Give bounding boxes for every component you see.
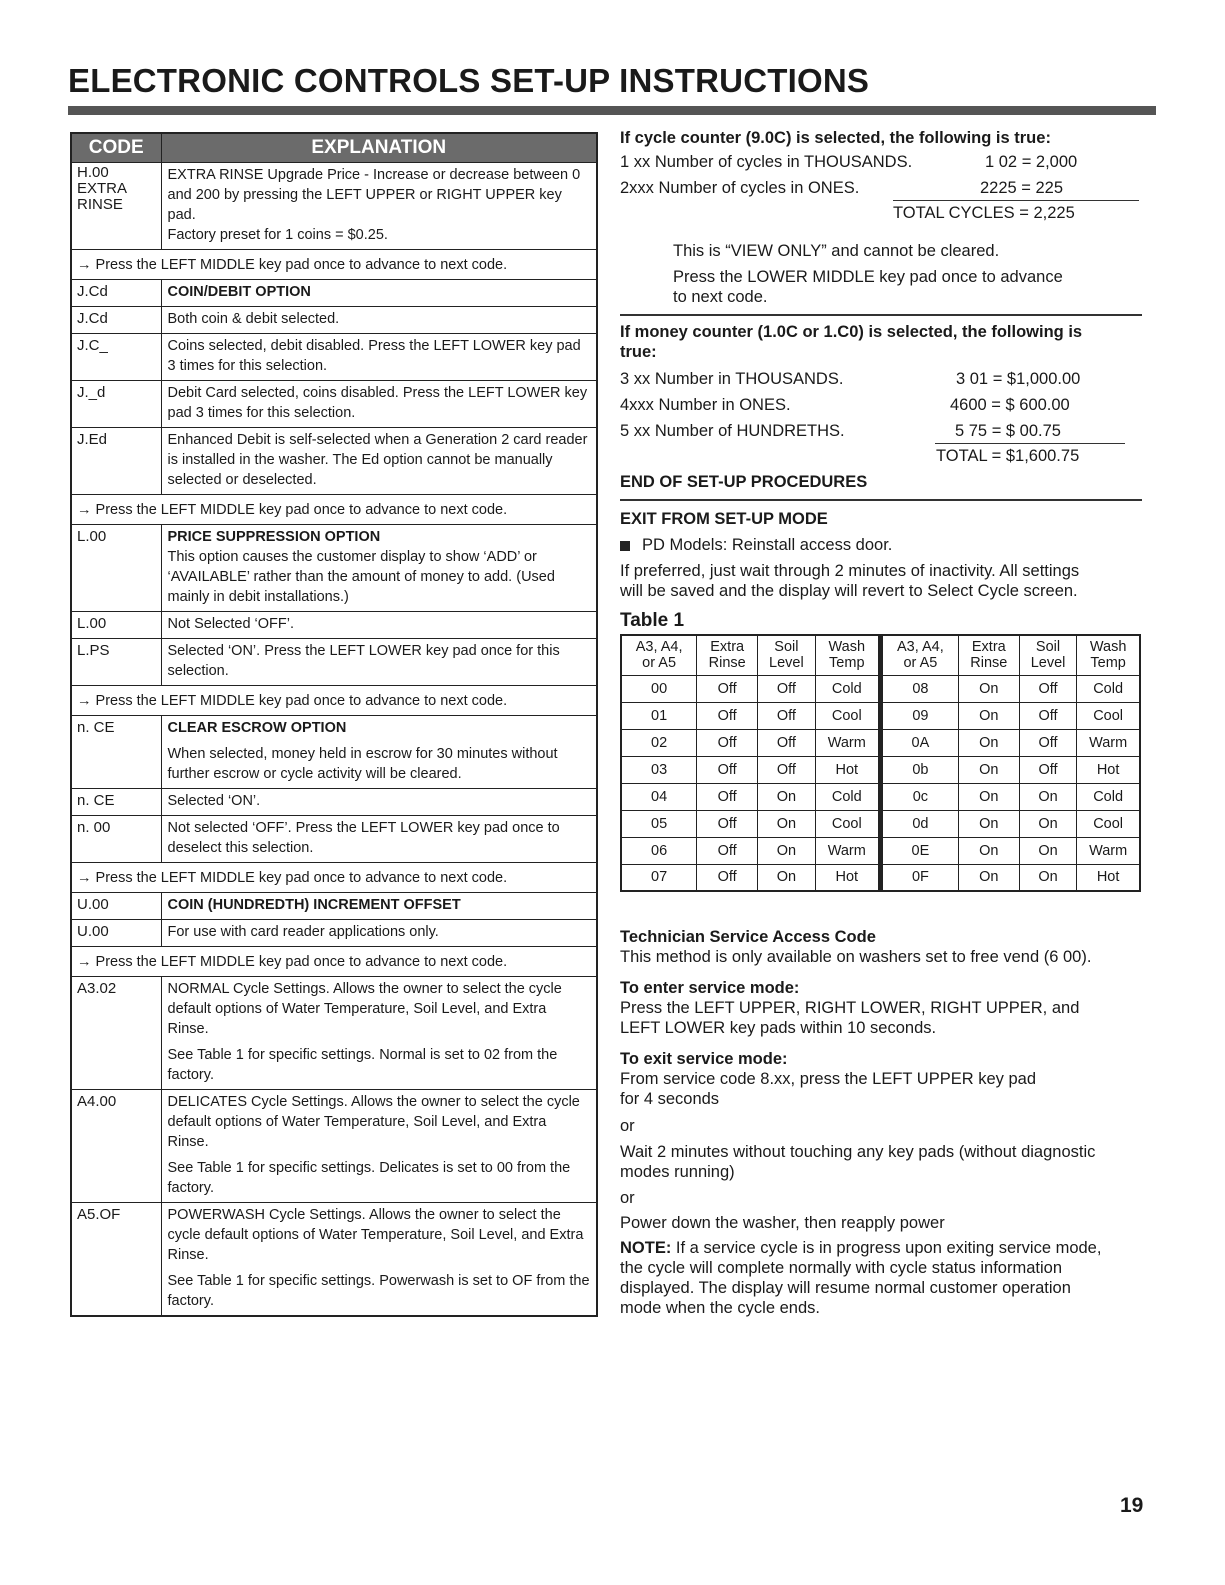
advance-instruction: → Press the LEFT MIDDLE key pad once to advance to next code.	[71, 495, 597, 525]
settings-cell: 0d	[880, 810, 958, 837]
code-cell: n. CE	[71, 716, 161, 789]
settings-cell: Hot	[815, 864, 880, 891]
settings-cell: 09	[880, 702, 958, 729]
settings-cell: Off	[758, 675, 815, 702]
settings-cell: On	[758, 864, 815, 891]
code-cell: J.Ed	[71, 428, 161, 495]
header-line: Level	[769, 655, 804, 672]
text-line: deselect this selection.	[167, 840, 314, 856]
table-row	[621, 756, 1140, 783]
code-line: RINSE	[77, 196, 123, 213]
settings-cell: Cool	[815, 810, 880, 837]
settings-cell: Off	[697, 729, 758, 756]
explanation-cell	[161, 428, 597, 495]
text-line: Factory preset for 1 coins = $0.25.	[167, 227, 388, 243]
money-row-label: 4xxx Number in ONES.	[620, 396, 791, 414]
settings-cell: Warm	[815, 837, 880, 864]
settings-cell: Warm	[1077, 837, 1140, 864]
code-cell: J.Cd	[71, 280, 161, 307]
settings-cell: On	[758, 810, 815, 837]
enter-service-line: LEFT LOWER key pads within 10 seconds.	[620, 1019, 937, 1037]
section-divider	[620, 499, 1142, 501]
note-text: If a service cycle is in progress upon exiting service mode,	[671, 1239, 1102, 1257]
settings-cell: Cold	[815, 783, 880, 810]
advance-instruction: → Press the LEFT MIDDLE key pad once to advance to next code.	[71, 250, 597, 280]
explanation-cell	[161, 716, 597, 789]
code-header: CODE	[71, 133, 161, 163]
money-row-value: 5 75 = $ 00.75	[955, 422, 1061, 440]
note-line: the cycle will complete normally with cycle status information	[620, 1259, 1062, 1277]
settings-table-header	[621, 635, 1140, 675]
settings-cell: 06	[621, 837, 697, 864]
text-line: selected or deselected.	[167, 472, 317, 488]
text-line: mainly in debit installations.)	[167, 589, 349, 605]
settings-cell: Warm	[1077, 729, 1140, 756]
advance-row	[71, 250, 597, 280]
code-cell: A5.OF	[71, 1203, 161, 1317]
settings-cell: Cool	[815, 702, 880, 729]
header-line: Rinse	[708, 655, 746, 672]
section-divider	[620, 314, 1142, 316]
settings-cell: Hot	[1077, 756, 1140, 783]
settings-cell: Hot	[1077, 864, 1140, 891]
note-line	[620, 1238, 1101, 1259]
settings-cell: 0c	[880, 783, 958, 810]
cycle-total: TOTAL CYCLES = 2,225	[893, 204, 1075, 222]
table-row	[71, 920, 597, 947]
text-line: selection.	[167, 663, 229, 679]
code-cell: J.C_	[71, 334, 161, 381]
code-line: H.00	[77, 164, 109, 181]
settings-header-cell	[880, 635, 958, 675]
settings-cell: Off	[758, 729, 815, 756]
table-row	[71, 163, 597, 250]
or-text: or	[620, 1189, 635, 1207]
section-title: COIN (HUNDREDTH) INCREMENT OFFSET	[161, 893, 597, 920]
exit-bullet	[620, 535, 892, 556]
section-title: PRICE SUPPRESSION OPTION	[167, 529, 381, 545]
explanation-cell: Selected ‘ON’.	[161, 789, 597, 816]
settings-cell: 03	[621, 756, 697, 783]
text-line: ‘AVAILABLE’ rather than the amount of money to add. (Used	[167, 569, 555, 585]
page-number: 19	[1120, 1494, 1144, 1517]
code-table	[70, 132, 598, 1317]
header-line: Rinse	[970, 655, 1008, 672]
text-line: Coins selected, debit disabled. Press the LEFT LOWER key pad	[167, 338, 581, 354]
text-line: 3 times for this selection.	[167, 358, 328, 374]
code-cell: L.PS	[71, 639, 161, 686]
end-setup-heading: END OF SET-UP PROCEDURES	[620, 473, 868, 491]
settings-cell: 02	[621, 729, 697, 756]
settings-header-cell	[1019, 635, 1076, 675]
table-row	[71, 716, 597, 789]
table-row	[71, 381, 597, 428]
settings-cell: Off	[697, 702, 758, 729]
settings-cell: Off	[697, 864, 758, 891]
table-row	[621, 837, 1140, 864]
advance-row	[71, 686, 597, 716]
code-cell: L.00	[71, 525, 161, 612]
text-line: factory.	[167, 1180, 214, 1196]
explanation-cell	[161, 639, 597, 686]
code-table-header	[71, 133, 597, 163]
text-line: factory.	[167, 1067, 214, 1083]
money-row-label: 3 xx Number in THOUSANDS.	[620, 370, 844, 388]
settings-cell: 0A	[880, 729, 958, 756]
table-row	[71, 816, 597, 863]
explanation-cell: For use with card reader applications only.	[161, 920, 597, 947]
code-cell: A3.02	[71, 977, 161, 1090]
cycle-row-value: 2225 = 225	[980, 179, 1064, 197]
exit-service-heading: To exit service mode:	[620, 1050, 788, 1068]
section-title: CLEAR ESCROW OPTION	[167, 720, 347, 736]
code-cell: A4.00	[71, 1090, 161, 1203]
header-line: Wash	[1089, 639, 1127, 656]
settings-cell: On	[958, 810, 1019, 837]
text-line: See Table 1 for specific settings. Delicates is set to 00 from the	[167, 1160, 571, 1176]
header-line: Temp	[1090, 655, 1126, 672]
table-row	[71, 428, 597, 495]
header-line: Temp	[829, 655, 865, 672]
page-title: ELECTRONIC CONTROLS SET-UP INSTRUCTIONS	[68, 62, 870, 99]
text-line: Selected ‘ON’. Press the LEFT LOWER key pad once for this	[167, 643, 560, 659]
code-cell	[71, 163, 161, 250]
text-line: cycle default options of Water Temperature, Soil Level, and Extra	[167, 1227, 584, 1243]
settings-cell: On	[958, 675, 1019, 702]
sum-rule	[893, 200, 1139, 201]
text-line: factory.	[167, 1293, 214, 1309]
settings-cell: 01	[621, 702, 697, 729]
settings-header-cell	[815, 635, 880, 675]
bullet-text: PD Models: Reinstall access door.	[642, 536, 893, 554]
text-line: See Table 1 for specific settings. Normal is set to 02 from the	[167, 1047, 558, 1063]
header-line: Soil	[774, 639, 799, 656]
settings-cell: Cold	[1077, 675, 1140, 702]
settings-cell: 07	[621, 864, 697, 891]
table-row	[621, 729, 1140, 756]
bullet-icon	[620, 541, 630, 551]
text-line: default options of Water Temperature, Soil Level, and Extra Rinse.	[167, 1114, 547, 1150]
table-row	[71, 280, 597, 307]
code-line: EXTRA	[77, 180, 128, 197]
text-line: NORMAL Cycle Settings. Allows the owner to select the cycle	[167, 981, 562, 997]
money-row-value: 4600 = $ 600.00	[950, 396, 1070, 414]
explanation-cell	[161, 525, 597, 612]
settings-cell: On	[758, 837, 815, 864]
settings-cell: On	[1019, 810, 1076, 837]
settings-cell: Hot	[815, 756, 880, 783]
settings-header-cell	[758, 635, 815, 675]
cycle-row-label: 1 xx Number of cycles in THOUSANDS.	[620, 153, 913, 171]
settings-cell: Cool	[1077, 702, 1140, 729]
text-line: is installed in the washer. The Ed option cannot be manually	[167, 452, 553, 468]
text-line: DELICATES Cycle Settings. Allows the owner to select the cycle	[167, 1094, 580, 1110]
settings-cell: On	[958, 837, 1019, 864]
text-line: Enhanced Debit is self-selected when a Generation 2 card reader	[167, 432, 588, 448]
press-instruction-line: Press the LOWER MIDDLE key pad once to advance	[673, 268, 1063, 286]
wait-line: Wait 2 minutes without touching any key pads (without diagnostic	[620, 1143, 1096, 1161]
explanation-cell	[161, 163, 597, 250]
header-line: A3, A4,	[635, 639, 683, 656]
cycle-row-value: 1 02 = 2,000	[985, 153, 1078, 171]
settings-cell: Off	[1019, 756, 1076, 783]
settings-header-cell	[1077, 635, 1140, 675]
explanation-cell: Both coin & debit selected.	[161, 307, 597, 334]
text-line: When selected, money held in escrow for 30 minutes without	[167, 746, 558, 762]
table-row	[71, 1090, 597, 1203]
header-line: Wash	[828, 639, 866, 656]
explanation-cell	[161, 1203, 597, 1317]
explanation-cell: Not Selected ‘OFF’.	[161, 612, 597, 639]
title-rule	[68, 106, 1156, 115]
settings-cell: On	[958, 702, 1019, 729]
press-instruction-line: to next code.	[673, 288, 768, 306]
sum-rule	[935, 443, 1125, 444]
text-line: pad 3 times for this selection.	[167, 405, 356, 421]
money-counter-heading: true:	[620, 343, 657, 361]
note-label: NOTE:	[620, 1239, 672, 1257]
explanation-header: EXPLANATION	[161, 133, 597, 163]
settings-cell: On	[758, 783, 815, 810]
settings-cell: 0b	[880, 756, 958, 783]
table-row	[71, 612, 597, 639]
settings-cell: Off	[1019, 729, 1076, 756]
settings-cell: 0E	[880, 837, 958, 864]
exit-heading: EXIT FROM SET-UP MODE	[620, 510, 828, 528]
settings-cell: Off	[697, 837, 758, 864]
enter-service-heading: To enter service mode:	[620, 979, 800, 997]
explanation-cell	[161, 334, 597, 381]
table-row	[71, 1203, 597, 1317]
table-row	[71, 639, 597, 686]
settings-cell: On	[958, 864, 1019, 891]
settings-cell: Off	[697, 675, 758, 702]
settings-cell: Off	[1019, 675, 1076, 702]
header-line: Level	[1030, 655, 1066, 672]
settings-cell: On	[958, 729, 1019, 756]
cycle-counter-heading: If cycle counter (9.0C) is selected, the following is true:	[620, 129, 1051, 147]
advance-row	[71, 863, 597, 893]
settings-cell: Off	[758, 756, 815, 783]
exit-text-line: If preferred, just wait through 2 minutes of inactivity. All settings	[620, 562, 1080, 580]
table-row	[71, 307, 597, 334]
exit-text-line: will be saved and the display will revert to Select Cycle screen.	[620, 582, 1078, 600]
header-line: A3, A4,	[897, 639, 944, 656]
text-line: and 200 by pressing the LEFT UPPER or RIGHT UPPER key pad.	[167, 187, 562, 223]
code-cell: n. 00	[71, 816, 161, 863]
settings-cell: On	[1019, 837, 1076, 864]
text-line: See Table 1 for specific settings. Powerwash is set to OF from the	[167, 1273, 590, 1289]
exit-service-line: From service code 8.xx, press the LEFT UPPER key pad	[620, 1070, 1037, 1088]
text-line: Debit Card selected, coins disabled. Press the LEFT LOWER key	[167, 385, 588, 401]
code-cell: U.00	[71, 920, 161, 947]
money-row-label: 5 xx Number of HUNDRETHS.	[620, 422, 845, 440]
or-text: or	[620, 1117, 635, 1135]
settings-cell: Off	[697, 810, 758, 837]
table-row	[71, 893, 597, 920]
text-line: Not selected ‘OFF’. Press the LEFT LOWER key pad once to	[167, 820, 560, 836]
code-cell: U.00	[71, 893, 161, 920]
settings-cell: Cool	[1077, 810, 1140, 837]
text-line: further escrow or cycle activity will be cleared.	[167, 766, 462, 782]
technician-heading: Technician Service Access Code	[620, 928, 876, 946]
advance-instruction: → Press the LEFT MIDDLE key pad once to advance to next code.	[71, 686, 597, 716]
explanation-cell	[161, 1090, 597, 1203]
text-line: Rinse.	[167, 1247, 209, 1263]
advance-instruction: → Press the LEFT MIDDLE key pad once to advance to next code.	[71, 947, 597, 977]
settings-cell: On	[958, 783, 1019, 810]
settings-header-cell	[621, 635, 697, 675]
settings-cell: On	[1019, 864, 1076, 891]
header-line: Extra	[971, 639, 1006, 656]
explanation-cell	[161, 977, 597, 1090]
table-row	[621, 702, 1140, 729]
table-row	[621, 675, 1140, 702]
settings-header-cell	[697, 635, 758, 675]
table-row	[71, 789, 597, 816]
table-row	[621, 864, 1140, 891]
text-line: POWERWASH Cycle Settings. Allows the owner to select the	[167, 1207, 561, 1223]
advance-row	[71, 947, 597, 977]
settings-cell: 08	[880, 675, 958, 702]
settings-table	[620, 634, 1141, 892]
header-line: or A5	[642, 655, 677, 672]
explanation-cell	[161, 816, 597, 863]
money-total: TOTAL = $1,600.75	[936, 447, 1080, 465]
note-line: displayed. The display will resume normal customer operation	[620, 1279, 1071, 1297]
settings-cell: Off	[697, 783, 758, 810]
money-row-value: 3 01 = $1,000.00	[956, 370, 1081, 388]
settings-cell: Off	[697, 756, 758, 783]
note-line: mode when the cycle ends.	[620, 1299, 820, 1317]
table-row	[71, 977, 597, 1090]
settings-cell: Cold	[815, 675, 880, 702]
settings-cell: 05	[621, 810, 697, 837]
advance-instruction: → Press the LEFT MIDDLE key pad once to advance to next code.	[71, 863, 597, 893]
code-cell: J.Cd	[71, 307, 161, 334]
section-title: COIN/DEBIT OPTION	[161, 280, 597, 307]
settings-cell: 04	[621, 783, 697, 810]
code-cell: n. CE	[71, 789, 161, 816]
settings-header-cell	[958, 635, 1019, 675]
table-row	[621, 810, 1140, 837]
explanation-cell	[161, 381, 597, 428]
enter-service-line: Press the LEFT UPPER, RIGHT LOWER, RIGHT UPPER, and	[620, 999, 1080, 1017]
table-row	[71, 334, 597, 381]
table-row	[621, 783, 1140, 810]
settings-cell: Cold	[1077, 783, 1140, 810]
code-cell: L.00	[71, 612, 161, 639]
table-row	[71, 525, 597, 612]
cycle-row-label: 2xxx Number of cycles in ONES.	[620, 179, 860, 197]
advance-row	[71, 495, 597, 525]
wait-line: modes running)	[620, 1163, 735, 1181]
settings-cell: 0F	[880, 864, 958, 891]
header-line: Soil	[1035, 639, 1061, 656]
table1-label: Table 1	[620, 610, 685, 631]
settings-cell: Off	[1019, 702, 1076, 729]
header-line: Extra	[710, 639, 745, 656]
settings-cell: On	[1019, 783, 1076, 810]
power-line: Power down the washer, then reapply power	[620, 1214, 945, 1232]
text-line: This option causes the customer display to show ‘ADD’ or	[167, 549, 537, 565]
settings-cell: Off	[758, 702, 815, 729]
technician-intro: This method is only available on washers set to free vend (6 00).	[620, 948, 1092, 966]
view-only-note: This is “VIEW ONLY” and cannot be cleared.	[673, 242, 1000, 260]
header-line: or A5	[903, 655, 938, 672]
money-counter-heading: If money counter (1.0C or 1.C0) is selected, the following is	[620, 323, 1083, 341]
code-cell: J._d	[71, 381, 161, 428]
exit-service-line: for 4 seconds	[620, 1090, 720, 1108]
settings-cell: Warm	[815, 729, 880, 756]
settings-cell: On	[958, 756, 1019, 783]
settings-cell: 00	[621, 675, 697, 702]
text-line: EXTRA RINSE Upgrade Price - Increase or decrease between 0	[167, 167, 581, 183]
text-line: default options of Water Temperature, Soil Level, and Extra Rinse.	[167, 1001, 547, 1037]
